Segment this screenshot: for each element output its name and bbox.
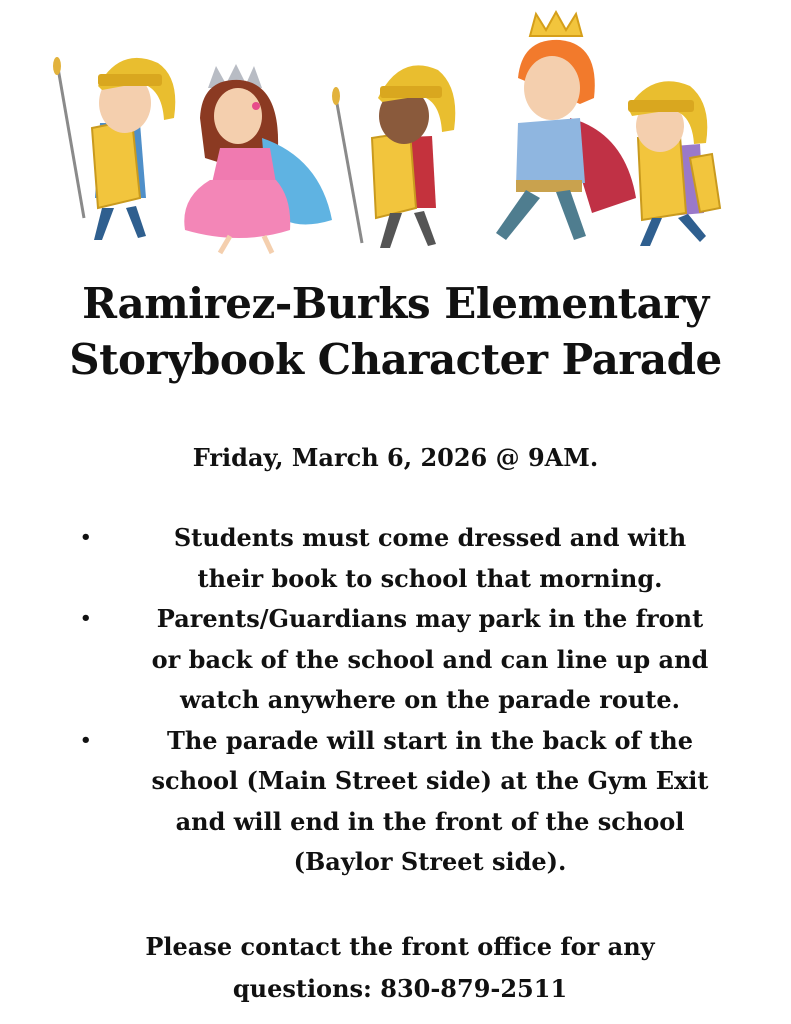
info-line: school (Main Street side) at the Gym Exit: [151, 766, 709, 795]
info-line: Parents/Guardians may park in the front: [156, 604, 704, 633]
title-line-1: Ramirez-Burks Elementary: [82, 279, 709, 328]
info-line: The parade will start in the back of the: [167, 725, 693, 755]
contact-info: [0, 926, 791, 1010]
knight-character-1: [53, 57, 175, 240]
knight-character-3: [628, 81, 720, 246]
parade-characters-illustration: [40, 8, 760, 263]
info-line: and will end in the front of the school: [175, 806, 685, 836]
info-line: or back of the school and can line up and: [151, 644, 709, 674]
info-line: Students must come dressed and with: [173, 523, 687, 552]
page-title: [0, 276, 791, 388]
contact-line-1: Please contact the front office for any: [145, 932, 655, 961]
princess-character: [184, 64, 332, 253]
info-item: [70, 721, 750, 883]
contact-line-2: questions: 830-879-2511: [232, 974, 568, 1003]
bullet-marker: •: [80, 527, 92, 548]
bullet-marker: •: [80, 729, 92, 751]
info-line: watch anywhere on the parade route.: [179, 685, 681, 714]
bullet-marker: •: [80, 608, 92, 629]
knight-character-2: [332, 65, 455, 248]
title-line-2: Storybook Character Parade: [69, 335, 722, 384]
info-item: [70, 599, 750, 721]
info-list: [70, 518, 750, 883]
event-date: Friday, March 6, 2026 @ 9AM.: [192, 443, 599, 472]
info-item: [70, 518, 750, 599]
king-character: [496, 12, 636, 240]
info-line: (Baylor Street side).: [293, 847, 567, 876]
info-line: their book to school that morning.: [197, 563, 663, 593]
